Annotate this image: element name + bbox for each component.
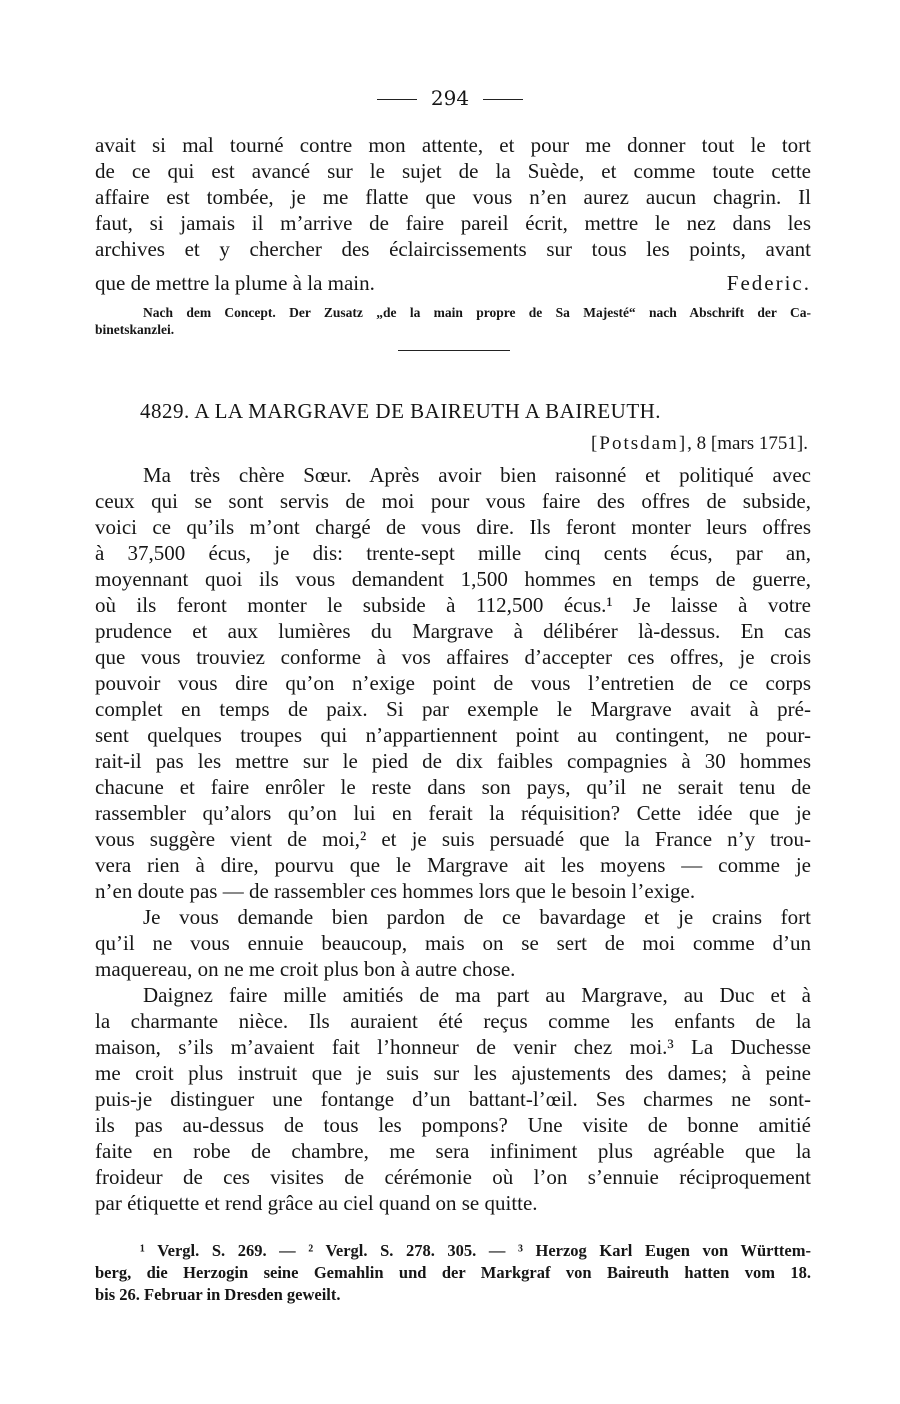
footnote-line: bis 26. Februar in Dresden geweilt. xyxy=(95,1285,341,1304)
letter-body xyxy=(95,462,811,1216)
continuation-paragraph xyxy=(95,132,811,296)
text-line: pouvoir vous dire qu’on n’exige point de vous l’entretien de ce corps xyxy=(95,671,811,695)
text-line: avait si mal tourné contre mon attente, et pour me donner tout le tort xyxy=(95,133,811,157)
header-dash-left xyxy=(377,99,417,100)
text-line: n’en doute pas — de rassembler ces hommes lors que le besoin l’exige. xyxy=(95,879,696,903)
text-line: de ce qui est avancé sur le sujet de la Suède, et comme toute cette xyxy=(95,159,811,183)
text-line: par étiquette et rend grâce au ciel quand on se quitte. xyxy=(95,1191,538,1215)
text-line: affaire est tombée, je me flatte que vous n’en aurez aucun chagrin. Il xyxy=(95,185,811,209)
footnotes xyxy=(95,1240,811,1306)
footnote-line: ¹ Vergl. S. 269. — ² Vergl. S. 278. 305. — ³ Herzog Karl Eugen von Württem- xyxy=(140,1241,811,1260)
note-line: binetskanzlei. xyxy=(95,322,175,337)
dateline-date: , 8 [mars 1751]. xyxy=(687,433,808,454)
text-line: puis-je distinguer une fontange d’un battant-l’œil. Ses charmes ne sont- xyxy=(95,1087,811,1111)
text-line: Daignez faire mille amitiés de ma part au Margrave, au Duc et à xyxy=(143,983,811,1007)
text-line: à 37,500 écus, je dis: trente-sept mille cinq cents écus, par an, xyxy=(95,541,811,565)
text-line: rait-il pas les mettre sur le pied de dix faibles compagnies à 30 hommes xyxy=(95,749,811,773)
text-line: ceux qui se sont servis de moi pour vous faire des offres de subside, xyxy=(95,489,811,513)
text-line: maquereau, on ne me croit plus bon à autre chose. xyxy=(95,957,516,981)
text-line: prudence et aux lumières du Margrave à délibérer là-dessus. En cas xyxy=(95,619,811,643)
text-line: Ma très chère Sœur. Après avoir bien raisonné et politiqué avec xyxy=(143,463,811,487)
text-line: faut, si jamais il m’arrive de faire pareil écrit, mettre le nez dans les xyxy=(95,211,811,235)
text-line: maison, s’ils m’avaient fait l’honneur de venir chez moi.³ La Duchesse xyxy=(95,1035,811,1059)
section-divider xyxy=(398,350,510,351)
text-line: ils pas au-dessus de tous les pompons? Une visite de bonne amitié xyxy=(95,1113,811,1137)
text-line: que vous trouviez conforme à vos affaires d’accepter ces offres, je crois xyxy=(95,645,811,669)
dateline-place: [Potsdam] xyxy=(591,433,688,454)
text-line: que de mettre la plume à la main. xyxy=(95,271,375,295)
signature: Federic. xyxy=(726,271,811,295)
paragraph-1 xyxy=(95,462,811,904)
text-line: complet en temps de paix. Si par exemple le Margrave avait à pré- xyxy=(95,697,811,721)
text-line: voici ce qu’ils m’ont chargé de vous dire. Ils feront monter leurs offres xyxy=(95,515,811,539)
paragraph-3 xyxy=(95,982,811,1216)
text-line: qu’il ne vous ennuie beaucoup, mais on se sert de moi comme d’un xyxy=(95,931,811,955)
text-line: vera rien à dire, pourvu que le Margrave ait les moyens — comme je xyxy=(95,853,811,877)
text-line: rassembler qu’alors qu’on lui en ferait la réquisition? Cette idée que je xyxy=(95,801,811,825)
text-line: la charmante nièce. Ils auraient été reçus comme les enfants de la xyxy=(95,1009,811,1033)
text-line: chacune et faire enrôler le reste dans son pays, qu’il ne serait tenu de xyxy=(95,775,811,799)
text-line: sent quelques troupes qui n’appartiennent point au contingent, ne pour- xyxy=(95,723,811,747)
text-line: moyennant quoi ils vous demandent 1,500 hommes en temps de guerre, xyxy=(95,567,811,591)
text-line: faite en robe de chambre, me sera infiniment plus agréable que la xyxy=(95,1139,811,1163)
text-line: Je vous demande bien pardon de ce bavardage et je crains fort xyxy=(143,905,811,929)
note-line: Nach dem Concept. Der Zusatz „de la main propre de Sa Majesté“ nach Abschrift der Ca- xyxy=(143,305,811,320)
letter-title: 4829. A LA MARGRAVE DE BAIREUTH A BAIREUTH. xyxy=(140,399,662,423)
closing-row xyxy=(95,262,811,296)
paragraph-2 xyxy=(95,904,811,982)
text-line: me croit plus instruit que je suis sur les ajustements des dames; à peine xyxy=(95,1061,811,1085)
dateline xyxy=(591,433,808,455)
source-note xyxy=(95,304,811,338)
header-dash-right xyxy=(483,99,523,100)
text-line: froideur de ces visites de cérémonie où l’on s’ennuie réciproquement xyxy=(95,1165,811,1189)
text-line: où ils feront monter le subside à 112,500 écus.¹ Je laisse à votre xyxy=(95,593,811,617)
page-header xyxy=(0,86,900,110)
footnote-line: berg, die Herzogin seine Gemahlin und der Markgraf von Baireuth hatten vom 18. xyxy=(95,1263,811,1282)
text-line: archives et y chercher des éclaircissements sur tous les points, avant xyxy=(95,237,811,261)
page-number: 294 xyxy=(430,86,470,110)
text-line: vous suggère vient de moi,² et je suis persuadé que la France n’y trou- xyxy=(95,827,811,851)
